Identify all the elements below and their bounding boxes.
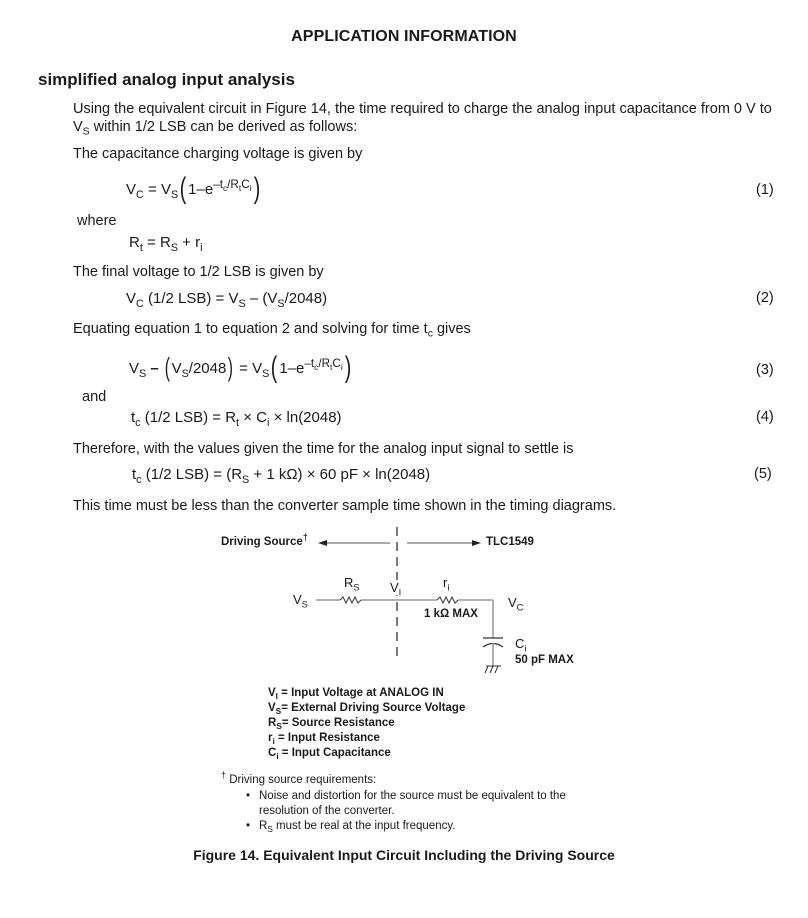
equation-number-1: (1) [756,182,774,198]
figure-legend [268,686,465,761]
sub: S [267,824,273,834]
op: / [318,356,322,370]
ci-label [515,636,527,654]
op: – [245,290,263,307]
sym: C [241,177,250,191]
paren: ( [262,290,268,307]
intro-rest: within 1/2 LSB can be derived as follows: [89,119,358,135]
legend-item [268,686,465,701]
text [259,819,455,834]
sym: R [129,234,140,251]
charging-text: The capacitance charging voltage is given by [73,146,363,162]
dagger: † [302,532,308,543]
term: ln(2048) [286,409,342,426]
sub: S [242,473,250,486]
term: (1/2 LSB) = [140,409,226,426]
figure-caption: Figure 14. Equivalent Input Circuit Including the Driving Source [193,847,615,863]
desc: = Input Voltage at ANALOG IN [277,687,444,699]
sub: t [236,416,240,429]
sym: V [126,290,137,307]
legend-item [268,746,465,761]
desc: = Input Resistance [274,732,380,744]
desc: = External Driving Source Voltage [281,702,466,714]
sub: S [277,297,285,310]
legend-item [268,716,465,731]
text: resolution of the converter. [259,805,395,817]
term: /2048 [284,290,323,307]
op: + [178,234,196,251]
note-bullet-1 [246,789,566,817]
sym: V [293,592,302,607]
sub: S [276,721,282,731]
sym: C [515,636,525,651]
sub: S [353,582,360,593]
text: Driving source requirements: [229,774,377,786]
ri-label [443,575,450,593]
sub: C [136,297,144,310]
sym: V [267,290,278,307]
term: 1–e [188,181,214,198]
section-heading: simplified analog input analysis [38,70,295,89]
sym: C [256,409,267,426]
op: × [239,409,257,426]
text: gives [432,321,471,337]
sub: C [136,188,144,201]
dagger: † [221,770,226,781]
sym: V [171,360,182,377]
term: + 1 kΩ) × 60 pF × ln(2048) [249,466,431,483]
bullet-icon: • [246,820,251,832]
sym: R [259,820,268,832]
term: (R [226,466,243,483]
sub: c [222,182,228,193]
sym: V [252,360,263,377]
ground-hatch [495,666,498,673]
equation-1: $V_C = V_S$( $1-e^{-t_c/R_tC_i}$) [126,171,260,205]
sub-s: S [82,126,90,138]
sym: V [268,687,276,699]
note-bullet-2 [246,819,456,834]
sym: r [268,732,273,744]
op: = [235,360,253,377]
driving-source-note-title [221,770,377,788]
sub: S [238,297,246,310]
op: × [269,409,287,426]
sub: c [135,416,141,429]
sub: S [170,241,178,254]
rs-label [344,575,360,593]
equation-number-3: (3) [756,362,774,378]
final-voltage-text: The final voltage to 1/2 LSB is given by [73,264,324,280]
sym: V [508,595,517,610]
sym: R [321,356,331,370]
device-label: TLC1549 [486,536,534,548]
equation-number-5: (5) [754,466,772,482]
sub: I [275,691,278,701]
sub: i [200,241,203,254]
bullet-icon: • [246,790,251,802]
term: /2048 [188,360,227,377]
ci-value: 50 pF MAX [515,654,574,666]
sub: i [272,736,275,746]
sym: t [132,466,137,483]
sub: S [170,188,179,201]
sym: r [195,234,201,251]
term: 1–e [279,360,305,377]
vs-label [293,592,308,610]
and-label: and [82,389,107,405]
equation-number-4: (4) [756,409,774,425]
term: (1/2 LSB) = [143,290,229,307]
legend-item [268,701,465,716]
sub: c [136,473,142,486]
sym: V [390,580,399,595]
sym: R [344,575,354,590]
sym: C [268,747,277,759]
sub: S [301,599,308,610]
exp: –t [304,356,315,370]
sub: S [262,367,270,380]
rest: must be real at the input frequency. [272,820,456,832]
resistor-rs [340,597,361,603]
vc-label [508,595,524,613]
sub: i [249,182,252,193]
sym: V [129,360,140,377]
sub: i [340,361,343,372]
vi-label [390,580,402,598]
text: Noise and distortion for the source must be equivalent to the [259,790,566,802]
ground-hatch [490,666,493,673]
desc: = Source Resistance [281,717,395,729]
page-header-title: APPLICATION INFORMATION [291,28,517,45]
sub: i [267,416,270,429]
sym: R [230,177,239,191]
therefore-text: Therefore, with the values given the time for the analog input signal to settle is [73,441,574,457]
left-arrow-head [318,540,327,546]
sym: R [159,234,171,251]
sub: S [275,706,282,716]
sym: R [268,717,277,729]
where-label: where [77,213,117,229]
op: – [146,360,163,377]
sub: t [238,182,242,193]
desc: = Input Capacitance [278,747,391,759]
resistor-ri [437,597,458,603]
conclusion-text: This time must be less than the converter sample time shown in the timing diagrams. [73,498,617,514]
sym: V [126,181,137,198]
sub: I [398,587,402,598]
legend-item [268,731,465,746]
sub: t [139,241,143,254]
sym: R [225,409,237,426]
sym: V [228,290,239,307]
sym: V [160,181,171,198]
right-arrow-head [472,540,481,546]
op: = [142,234,160,251]
sub: S [181,367,189,380]
exp: –t [213,177,223,191]
sub: i [524,643,527,654]
ground-hatch [485,666,488,673]
paren: ) [322,290,328,307]
text: Equating equation 1 to equation 2 and solving for time t [73,321,428,337]
term: (1/2 LSB) = [141,466,227,483]
equation-3: $V_S$ – ( $V_S/2048) = V_S$( $1-e^{-t_c/R_tC_i}$) [129,350,351,384]
sub: t [330,361,333,372]
sym: C [332,356,341,370]
var-v: V [73,119,83,135]
sub: S [139,367,147,380]
sub: c [314,361,319,372]
sub: C [516,602,524,613]
sym: r [443,575,448,590]
sub: i [276,751,279,761]
sub: c [427,328,433,340]
sub: i [447,582,450,593]
text: Driving Source [221,536,303,548]
sym: t [131,409,136,426]
sym: V [268,702,276,714]
ri-value: 1 kΩ MAX [424,608,478,620]
equation-number-2: (2) [756,290,774,306]
intro-paragraph-line1: Using the equivalent circuit in Figure 14, the time required to charge the analog input capacitance from 0 V to [73,101,772,117]
op: = [143,181,161,198]
op: / [227,177,231,191]
driving-source-label [221,532,308,548]
